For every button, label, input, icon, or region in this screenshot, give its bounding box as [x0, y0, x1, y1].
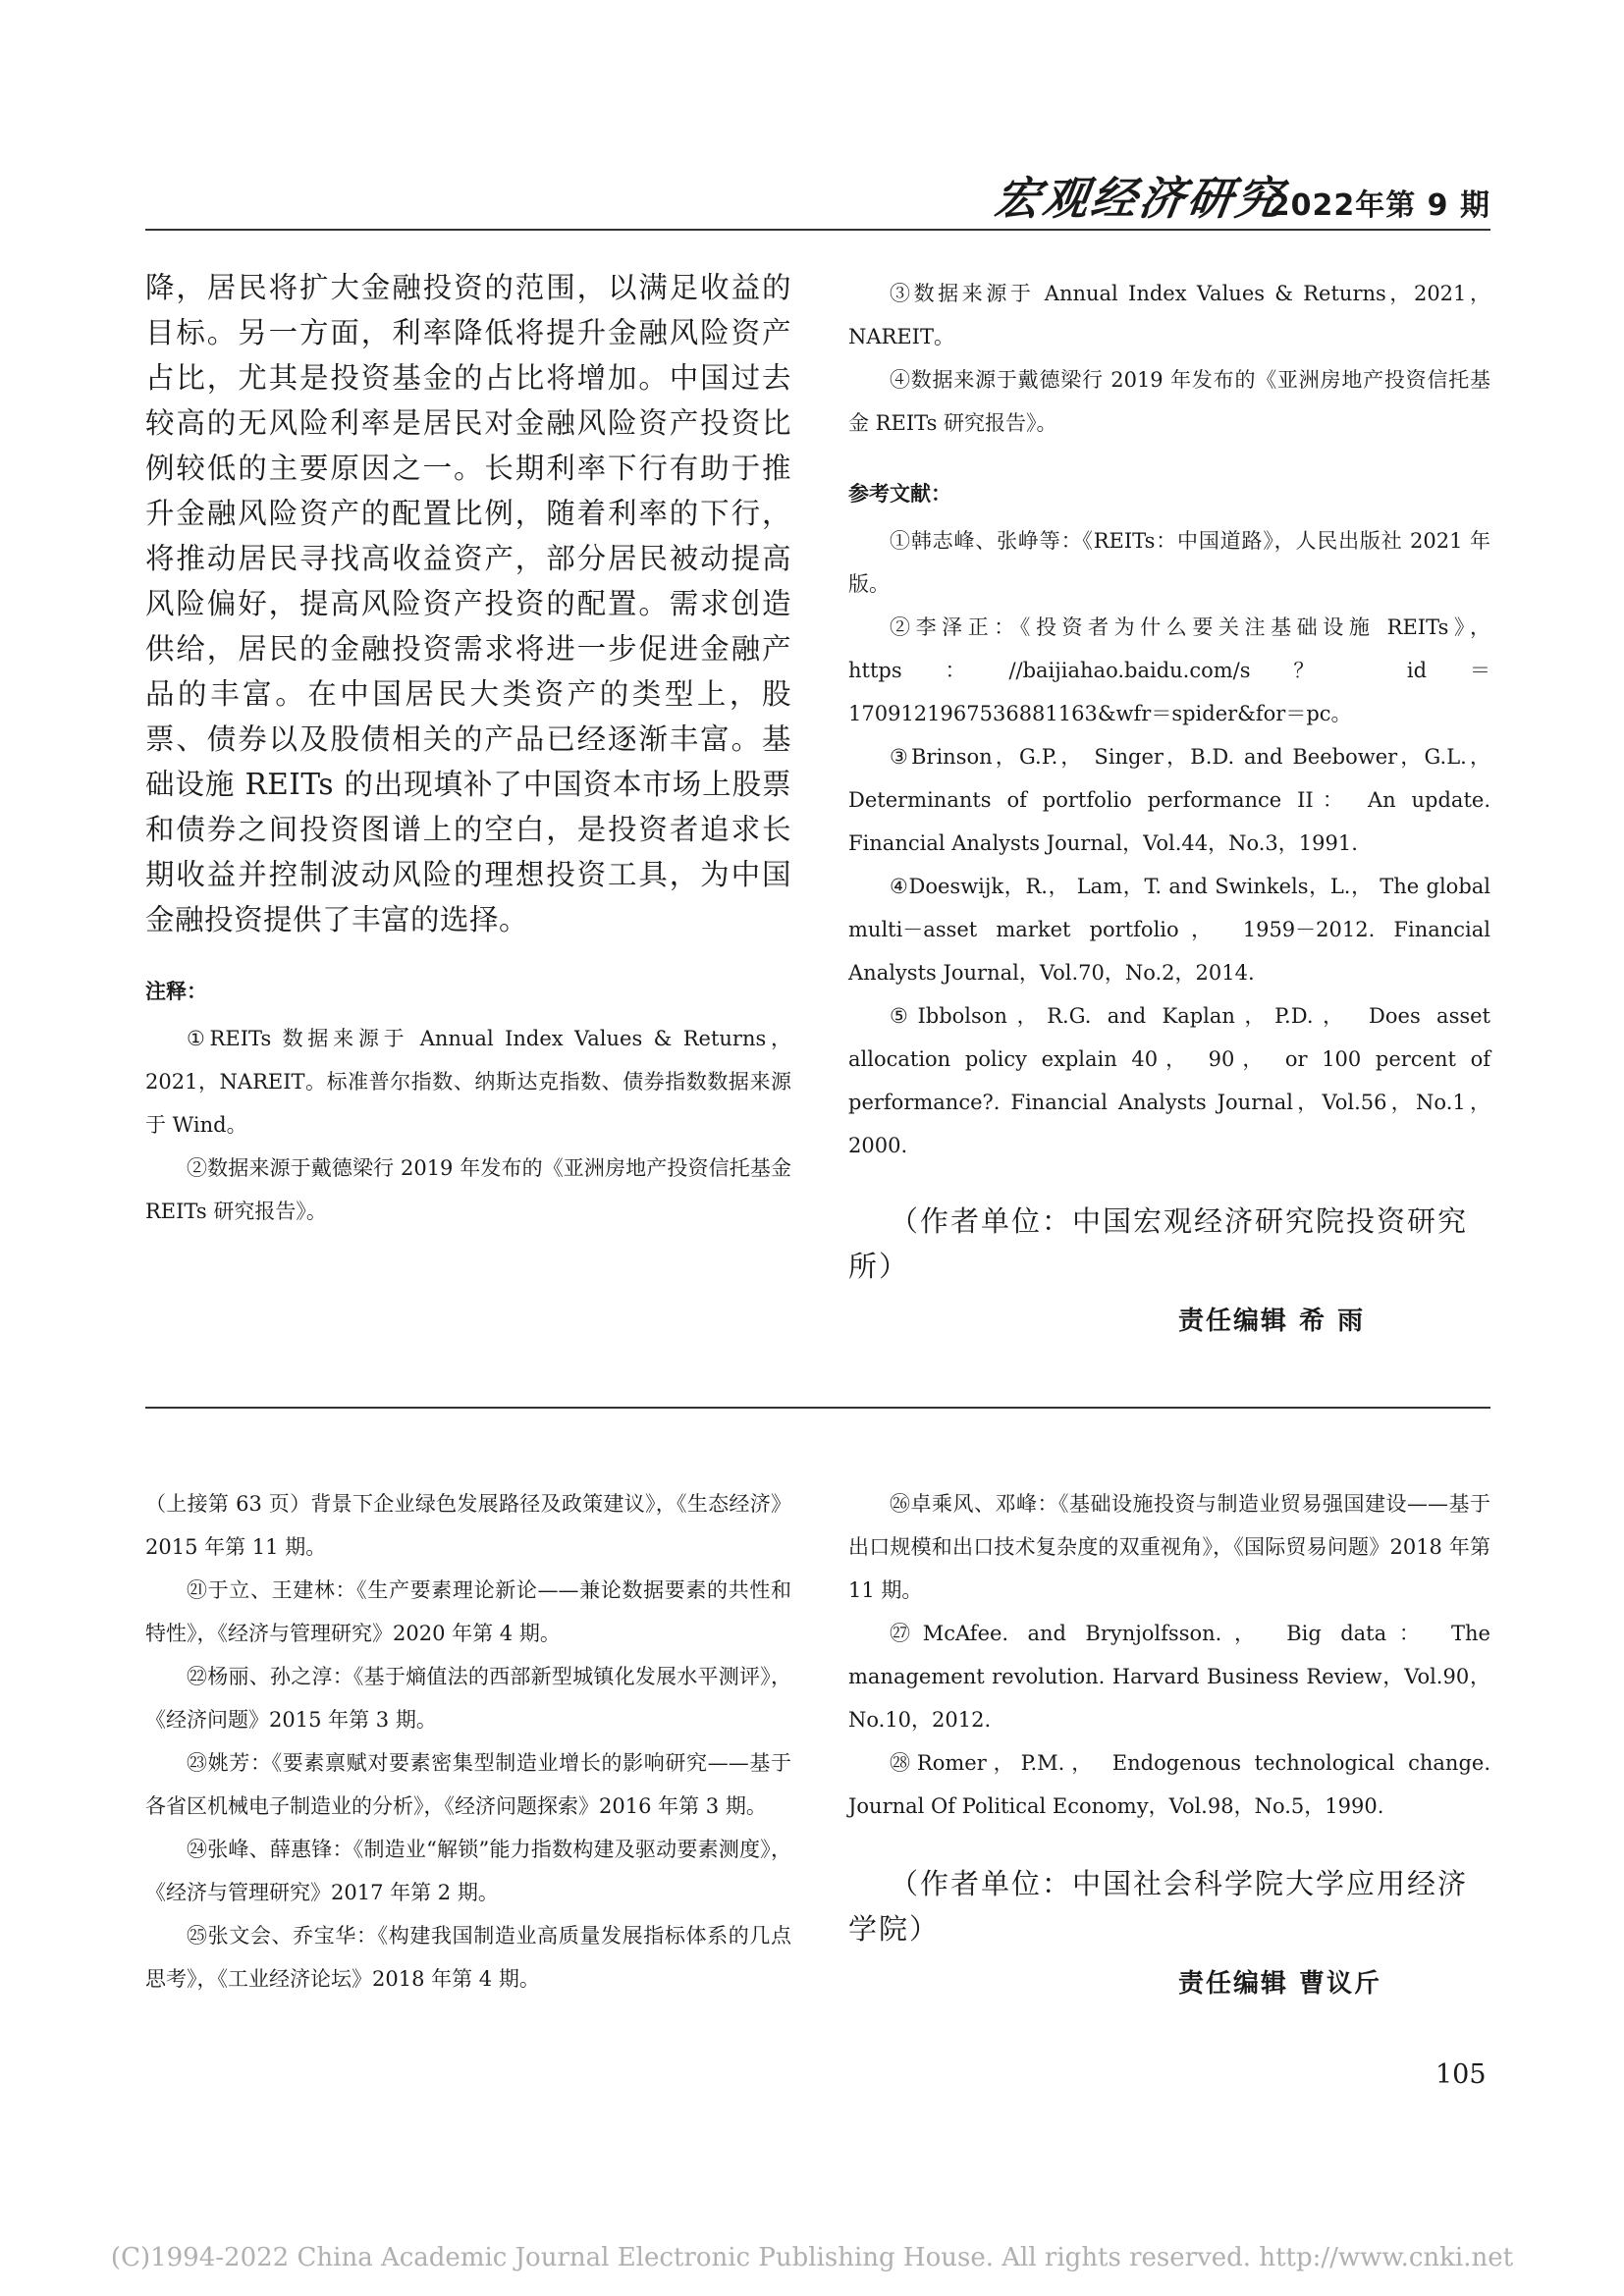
note-item-2: ②数据来源于戴德梁行 2019 年发布的《亚洲房地产投资信托基金 REITs 研究报告》。 [145, 1156, 791, 1223]
reference-item-22: ㉒杨丽、孙之淳：《基于熵值法的西部新型城镇化发展水平测评》，《经济问题》2015 年第 3 期。 [145, 1665, 791, 1732]
note-item-3: ③数据来源于 Annual Index Values & Returns，2021，NAREIT。 [848, 282, 1490, 348]
svg-text:宏观经济研究: 宏观经济研究 [991, 172, 1288, 225]
note-item-1: ①REITs 数据来源于 Annual Index Values & Returns，2021，NAREIT。标准普尔指数、纳斯达克指数、债券指数数据来源于 Wind。 [145, 1027, 791, 1137]
reference-item-26: ㉖卓乘风、邓峰：《基础设施投资与制造业贸易强国建设——基于出口规模和出口技术复杂度的双重视角》，《国际贸易问题》2018 年第 11 期。 [848, 1492, 1490, 1602]
page-number: 105 [1435, 2059, 1487, 2090]
author-affiliation: （作者单位：中国社会科学院大学应用经济学院） [848, 1867, 1469, 1946]
top-right-column [848, 272, 1490, 1337]
reference-item-23: ㉓姚芳：《要素禀赋对要素密集型制造业增长的影响研究——基于各省区机械电子制造业的分析》，《经济问题探索》2016 年第 3 期。 [145, 1751, 791, 1818]
reference-item-1: ①韩志峰、张峥等：《REITs：中国道路》，人民出版社 2021 年版。 [848, 529, 1490, 596]
author-affiliation: （作者单位：中国宏观经济研究院投资研究所） [848, 1204, 1469, 1283]
references-heading: 参考文献： [848, 482, 951, 506]
responsible-editor: 责任编辑 希 雨 [1178, 1307, 1366, 1336]
section-divider [145, 1407, 1490, 1409]
bottom-right-column [848, 1482, 1490, 2000]
copyright-footer: (C)1994-2022 China Academic Journal Electronic Publishing House. All rights reserved. http://www.cnki.net [110, 2243, 1514, 2272]
note-item-4: ④数据来源于戴德梁行 2019 年发布的《亚洲房地产投资信托基金 REITs 研究报告》。 [848, 368, 1490, 435]
reference-item-27: ㉗McAfee. and Brynjolfsson.， Big data： The management revolution. Harvard Business Review，Vol.90，No.10，2012. [848, 1622, 1490, 1732]
bottom-left-column [145, 1482, 791, 2001]
reference-item-2: ②李泽正：《投资者为什么要关注基础设施 REITs》，https：//baijiahao.baidu.com/s？ id＝1709121967536881163&wfr＝spider&for＝pc。 [848, 615, 1490, 725]
reference-item-24: ㉔张峰、薛惠锋：《制造业“解锁”能力指数构建及驱动要素测度》，《经济与管理研究》2017 年第 2 期。 [145, 1838, 791, 1904]
running-header [145, 159, 1490, 230]
top-left-column [145, 265, 791, 1233]
body-paragraph: 降，居民将扩大金融投资的范围，以满足收益的目标。另一方面，利率降低将提升金融风险资产占比，尤其是投资基金的占比将增加。中国过去较高的无风险利率是居民对金融风险资产投资比例较低的主要原因之一。长期利率下行有助于推升金融风险资产的配置比例，随着利率的下行，将推动居民寻找高收益资产，部分居民被动提高风险偏好，提高风险资产投资的配置。需求创造供给，居民的金融投资需求将进一步促进金融产品的丰富。在中国居民大类资产的类型上，股票、债券以及股债相关的产品已经逐渐丰富。基础设施 REITs 的出现填补了中国资本市场上股票和债券之间投资图谱上的空白，是投资者追求长期收益并控制波动风险的理想投资工具，为中国金融投资提供了丰富的选择。 [145, 271, 791, 936]
reference-item-5: ⑤Ibbolson，R.G. and Kaplan，P.D.， Does asset allocation policy explain 40， 90， or 100 percent of performance?. Financial Analysts Journal，Vol.56，No.1，2000. [848, 1004, 1490, 1157]
reference-item-25: ㉕张文会、乔宝华：《构建我国制造业高质量发展指标体系的几点思考》，《工业经济论坛》2018 年第 4 期。 [145, 1924, 791, 1991]
header-rule [145, 229, 1490, 231]
responsible-editor: 责任编辑 曹议斤 [1178, 1969, 1382, 1999]
continued-reference: （上接第 63 页）背景下企业绿色发展路径及政策建议》，《生态经济》2015 年第 11 期。 [145, 1492, 791, 1559]
reference-item-28: ㉘Romer，P.M.， Endogenous technological change. Journal Of Political Economy，Vol.98，No.5，1990. [848, 1751, 1490, 1818]
notes-heading: 注释： [145, 980, 207, 1003]
issue-label: 2022年第 9 期 [1269, 188, 1490, 223]
reference-item-21: ㉑于立、王建林：《生产要素理论新论——兼论数据要素的共性和特性》，《经济与管理研究》2020 年第 4 期。 [145, 1578, 791, 1645]
reference-item-4: ④Doeswijk，R.， Lam，T. and Swinkels，L.， The global multi－asset market portfolio， 1959－2012. Financial Analysts Journal，Vol.70，No.2，2014. [848, 875, 1490, 985]
reference-item-3: ③Brinson，G.P.， Singer，B.D. and Beebower，G.L.， Determinants of portfolio performance II： An update. Financial Analysts Journal，Vol.44，No.3，1991. [848, 745, 1490, 855]
